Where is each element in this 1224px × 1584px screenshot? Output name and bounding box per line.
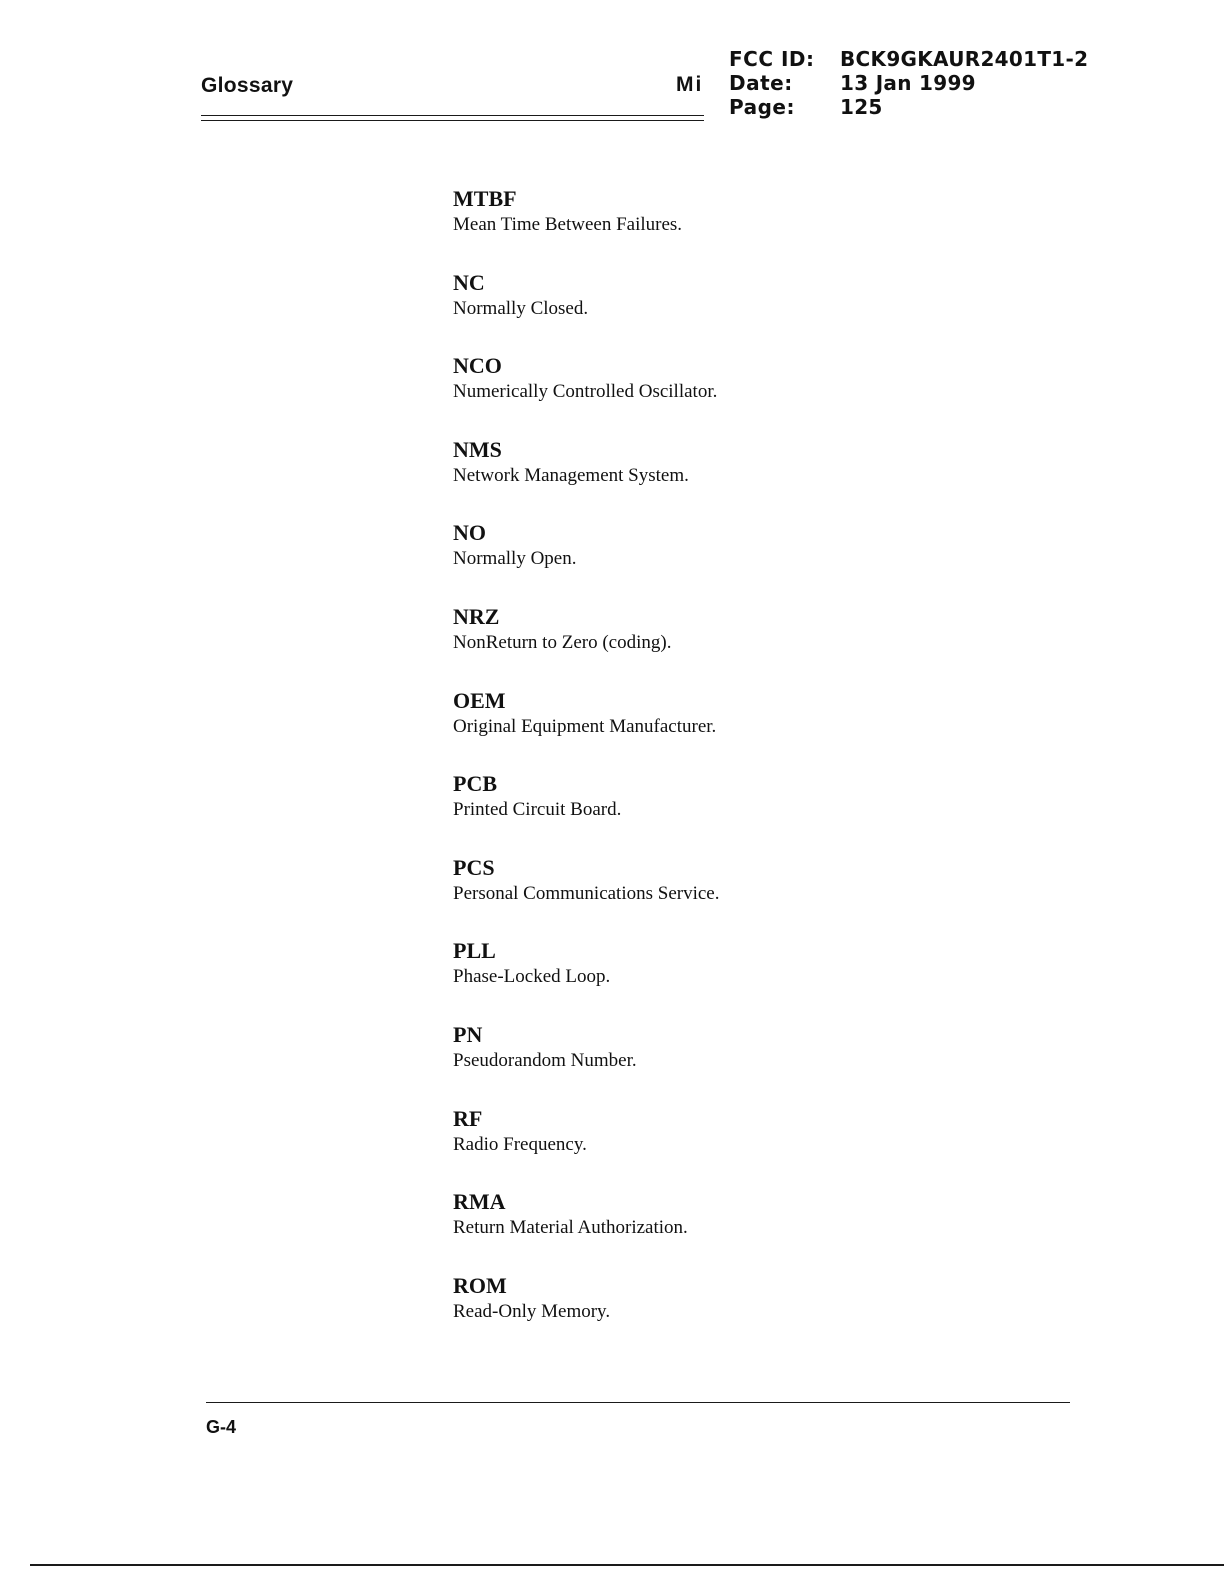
glossary-entry xyxy=(453,855,1053,939)
fcc-id-row xyxy=(729,47,1088,71)
header-rule-top xyxy=(201,115,704,116)
glossary-definition: NonReturn to Zero (coding). xyxy=(453,631,672,653)
glossary-definition: Return Material Authorization. xyxy=(453,1217,688,1239)
glossary-term: PCS xyxy=(453,854,495,880)
glossary-definition: Phase-Locked Loop. xyxy=(453,966,611,988)
glossary-entry xyxy=(453,771,1053,855)
glossary-definition: Normally Open. xyxy=(453,548,577,570)
glossary-entry xyxy=(453,186,1053,270)
page-bottom-edge xyxy=(30,1564,1224,1566)
glossary-definition: Original Equipment Manufacturer. xyxy=(453,715,717,737)
glossary-term: PN xyxy=(453,1021,483,1047)
glossary-definition: Printed Circuit Board. xyxy=(453,799,622,821)
header-mark: Mi xyxy=(676,73,704,96)
glossary-term: RMA xyxy=(453,1189,506,1215)
glossary-definition: Network Management System. xyxy=(453,464,689,486)
glossary-list xyxy=(453,186,1053,1356)
glossary-definition: Mean Time Between Failures. xyxy=(453,214,683,235)
glossary-term: PLL xyxy=(453,938,496,964)
glossary-entry xyxy=(453,353,1053,437)
glossary-entry xyxy=(453,604,1053,688)
glossary-term: RF xyxy=(453,1105,483,1131)
glossary-entry xyxy=(453,688,1053,772)
glossary-entry xyxy=(453,437,1053,521)
page-number: G-4 xyxy=(206,1417,237,1437)
fcc-id-value: BCK9GKAUR2401T1-2 xyxy=(840,47,1089,71)
glossary-term: PCB xyxy=(453,771,497,797)
fcc-page-row xyxy=(729,95,1088,119)
glossary-term: MTBF xyxy=(453,186,517,211)
glossary-term: OEM xyxy=(453,687,506,713)
glossary-term: NO xyxy=(453,520,486,546)
glossary-entry xyxy=(453,270,1053,354)
fcc-date-row xyxy=(729,71,1088,95)
fcc-page-value: 125 xyxy=(840,95,883,119)
glossary-term: ROM xyxy=(453,1272,507,1298)
glossary-definition: Normally Closed. xyxy=(453,297,589,319)
glossary-definition: Read-Only Memory. xyxy=(453,1300,611,1322)
glossary-term: NC xyxy=(453,269,485,295)
fcc-date-label: Date: xyxy=(729,71,793,95)
glossary-term: NMS xyxy=(453,436,502,462)
glossary-definition: Numerically Controlled Oscillator. xyxy=(453,381,718,403)
glossary-entry xyxy=(453,1022,1053,1106)
fcc-stamp xyxy=(729,47,1088,119)
fcc-date-value: 13 Jan 1999 xyxy=(840,71,976,95)
glossary-definition: Pseudorandom Number. xyxy=(453,1049,637,1071)
glossary-entry xyxy=(453,1106,1053,1190)
glossary-entry xyxy=(453,938,1053,1022)
glossary-definition: Personal Communications Service. xyxy=(453,882,720,904)
fcc-page-label: Page: xyxy=(729,95,795,119)
glossary-entry xyxy=(453,520,1053,604)
header-rule-bottom xyxy=(201,120,704,121)
footer-rule xyxy=(206,1402,1070,1403)
section-title: Glossary xyxy=(201,74,294,97)
glossary-entry xyxy=(453,1189,1053,1273)
glossary-definition: Radio Frequency. xyxy=(453,1133,587,1155)
glossary-entry xyxy=(453,1273,1053,1357)
glossary-term: NRZ xyxy=(453,603,500,629)
fcc-id-label: FCC ID: xyxy=(729,47,815,71)
glossary-term: NCO xyxy=(453,353,502,379)
